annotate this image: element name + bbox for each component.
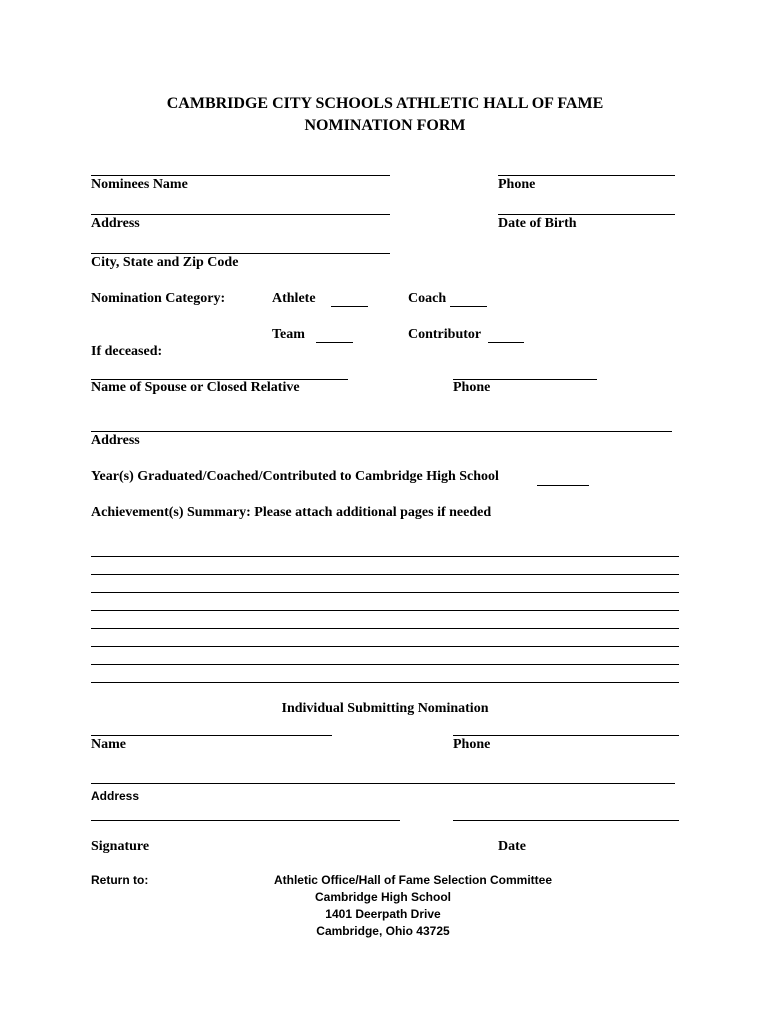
form-title-line2: NOMINATION FORM <box>304 117 466 134</box>
date-label: Date <box>498 839 526 854</box>
submitter-address-field[interactable] <box>91 783 675 784</box>
submitter-name-label: Name <box>91 737 126 752</box>
date-field[interactable] <box>453 820 679 821</box>
years-label: Year(s) Graduated/Coached/Contributed to Cambridge High School <box>91 469 499 484</box>
return-address-line4: Cambridge, Ohio 43725 <box>316 924 450 938</box>
nominee-dob-label: Date of Birth <box>498 216 577 231</box>
signature-label: Signature <box>91 839 150 854</box>
category-coach-field[interactable] <box>450 306 487 307</box>
achievement-line[interactable] <box>91 682 679 683</box>
years-field[interactable] <box>537 485 589 486</box>
relative-phone-label: Phone <box>453 380 491 395</box>
nominee-dob-field[interactable] <box>498 214 675 215</box>
submitter-phone-label: Phone <box>453 737 491 752</box>
achievement-line[interactable] <box>91 646 679 647</box>
nominee-phone-label: Phone <box>498 177 536 192</box>
category-athlete-field[interactable] <box>331 306 368 307</box>
submitter-name-field[interactable] <box>91 735 332 736</box>
category-label: Nomination Category: <box>91 291 226 306</box>
return-to-label: Return to: <box>91 873 149 887</box>
achievement-line[interactable] <box>91 628 679 629</box>
category-athlete-label: Athlete <box>272 291 316 306</box>
nominee-city-field[interactable] <box>91 253 390 254</box>
relative-address-field[interactable] <box>91 431 672 432</box>
submitter-address-label: Address <box>91 789 140 803</box>
achievement-line[interactable] <box>91 664 679 665</box>
nominee-address-label: Address <box>91 216 140 231</box>
category-team-field[interactable] <box>316 342 353 343</box>
achievements-label: Achievement(s) Summary: Please attach additional pages if needed <box>91 505 492 520</box>
signature-field[interactable] <box>91 820 400 821</box>
form-title-line1: CAMBRIDGE CITY SCHOOLS ATHLETIC HALL OF FAME <box>166 95 604 112</box>
nominee-name-label: Nominees Name <box>91 177 188 192</box>
return-address-line2: Cambridge High School <box>314 890 451 904</box>
category-team-label: Team <box>272 327 305 342</box>
category-contributor-field[interactable] <box>488 342 524 343</box>
achievement-line[interactable] <box>91 592 679 593</box>
relative-name-label: Name of Spouse or Closed Relative <box>91 380 300 395</box>
category-contributor-label: Contributor <box>408 327 482 342</box>
submitter-heading: Individual Submitting Nomination <box>281 701 489 716</box>
achievement-line[interactable] <box>91 574 679 575</box>
achievement-line[interactable] <box>91 556 679 557</box>
return-address-line1: Athletic Office/Hall of Fame Selection Committee <box>273 873 553 887</box>
nominee-address-field[interactable] <box>91 214 390 215</box>
achievement-line[interactable] <box>91 610 679 611</box>
nominee-phone-field[interactable] <box>498 175 675 176</box>
nominee-name-field[interactable] <box>91 175 390 176</box>
nominee-city-label: City, State and Zip Code <box>91 255 239 270</box>
category-coach-label: Coach <box>408 291 447 306</box>
submitter-phone-field[interactable] <box>453 735 679 736</box>
deceased-label: If deceased: <box>91 344 163 359</box>
relative-address-label: Address <box>91 433 140 448</box>
return-address-line3: 1401 Deerpath Drive <box>325 907 441 921</box>
